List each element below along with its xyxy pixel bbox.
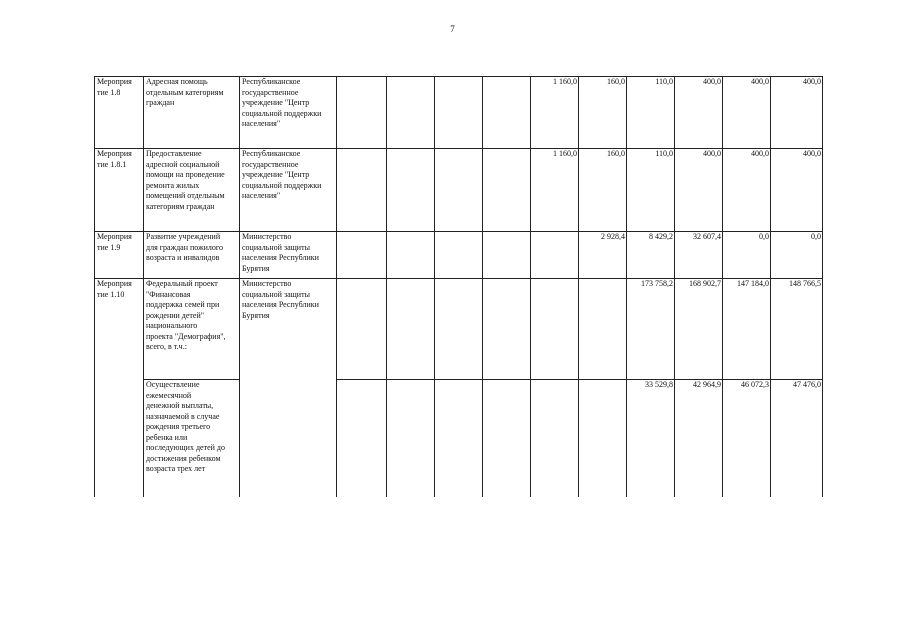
value-cell: 47 476,0 <box>771 380 823 498</box>
value-cell: 147 184,0 <box>723 279 771 380</box>
value-cell <box>337 77 387 149</box>
activity-name: Осуществление ежемесячной денежной выплаты, назначаемой в случае рождения третьего ребенка или последующих детей до достижения ребенком возраста трех лет <box>144 380 240 498</box>
value-cell: 32 607,4 <box>675 232 723 279</box>
value-cell <box>387 232 435 279</box>
value-cell <box>435 380 483 498</box>
value-cell <box>337 149 387 232</box>
value-cell: 110,0 <box>627 77 675 149</box>
table-row <box>95 380 823 498</box>
value-cell <box>337 380 387 498</box>
value-cell <box>483 77 531 149</box>
value-cell: 1 160,0 <box>531 149 579 232</box>
value-cell <box>483 232 531 279</box>
activity-executor: Министерство социальной защиты населения Республики Бурятия <box>240 232 337 279</box>
value-cell: 1 160,0 <box>531 77 579 149</box>
value-cell: 400,0 <box>675 77 723 149</box>
value-cell <box>531 279 579 380</box>
value-cell: 46 072,3 <box>723 380 771 498</box>
activity-executor <box>240 380 337 498</box>
value-cell: 400,0 <box>723 149 771 232</box>
activity-executor: Министерство социальной защиты населения Республики Бурятия <box>240 279 337 380</box>
activity-name: Развитие учреждений для граждан пожилого возраста и инвалидов <box>144 232 240 279</box>
value-cell: 0,0 <box>723 232 771 279</box>
page-number: 7 <box>450 24 455 34</box>
value-cell: 400,0 <box>723 77 771 149</box>
value-cell: 2 928,4 <box>579 232 627 279</box>
value-cell: 8 429,2 <box>627 232 675 279</box>
value-cell <box>483 279 531 380</box>
table-row <box>95 232 823 279</box>
activity-executor: Республиканское государственное учреждение "Центр социальной поддержки населения" <box>240 149 337 232</box>
value-cell <box>435 149 483 232</box>
value-cell <box>387 77 435 149</box>
activity-code: Мероприя тие 1.9 <box>95 232 144 279</box>
value-cell: 148 766,5 <box>771 279 823 380</box>
value-cell <box>579 380 627 498</box>
value-cell: 400,0 <box>675 149 723 232</box>
activity-name: Федеральный проект "Финансовая поддержка семей при рождении детей" национального проекта "Демография", всего, в т.ч.: <box>144 279 240 380</box>
activity-executor: Республиканское государственное учреждение "Центр социальной поддержки населения" <box>240 77 337 149</box>
value-cell <box>387 380 435 498</box>
value-cell <box>435 77 483 149</box>
activity-name: Адресная помощь отдельным категориям граждан <box>144 77 240 149</box>
activity-code: Мероприя тие 1.8.1 <box>95 149 144 232</box>
value-cell: 168 902,7 <box>675 279 723 380</box>
value-cell <box>531 380 579 498</box>
activity-code <box>95 380 144 498</box>
activity-code: Мероприя тие 1.10 <box>95 279 144 380</box>
program-activities-table <box>94 76 823 497</box>
value-cell <box>435 232 483 279</box>
value-cell: 42 964,9 <box>675 380 723 498</box>
value-cell <box>387 149 435 232</box>
activity-code: Мероприя тие 1.8 <box>95 77 144 149</box>
value-cell <box>337 232 387 279</box>
value-cell: 0,0 <box>771 232 823 279</box>
value-cell <box>435 279 483 380</box>
value-cell: 400,0 <box>771 149 823 232</box>
table-row <box>95 77 823 149</box>
value-cell <box>483 149 531 232</box>
value-cell <box>579 279 627 380</box>
value-cell: 160,0 <box>579 149 627 232</box>
value-cell <box>387 279 435 380</box>
activity-name: Предоставление адресной социальной помощи на проведение ремонта жилых помещений отдельным категориям граждан <box>144 149 240 232</box>
value-cell <box>531 232 579 279</box>
value-cell: 160,0 <box>579 77 627 149</box>
value-cell: 110,0 <box>627 149 675 232</box>
table-row <box>95 279 823 380</box>
value-cell: 173 758,2 <box>627 279 675 380</box>
value-cell <box>483 380 531 498</box>
table-row <box>95 149 823 232</box>
value-cell <box>337 279 387 380</box>
value-cell: 33 529,8 <box>627 380 675 498</box>
value-cell: 400,0 <box>771 77 823 149</box>
